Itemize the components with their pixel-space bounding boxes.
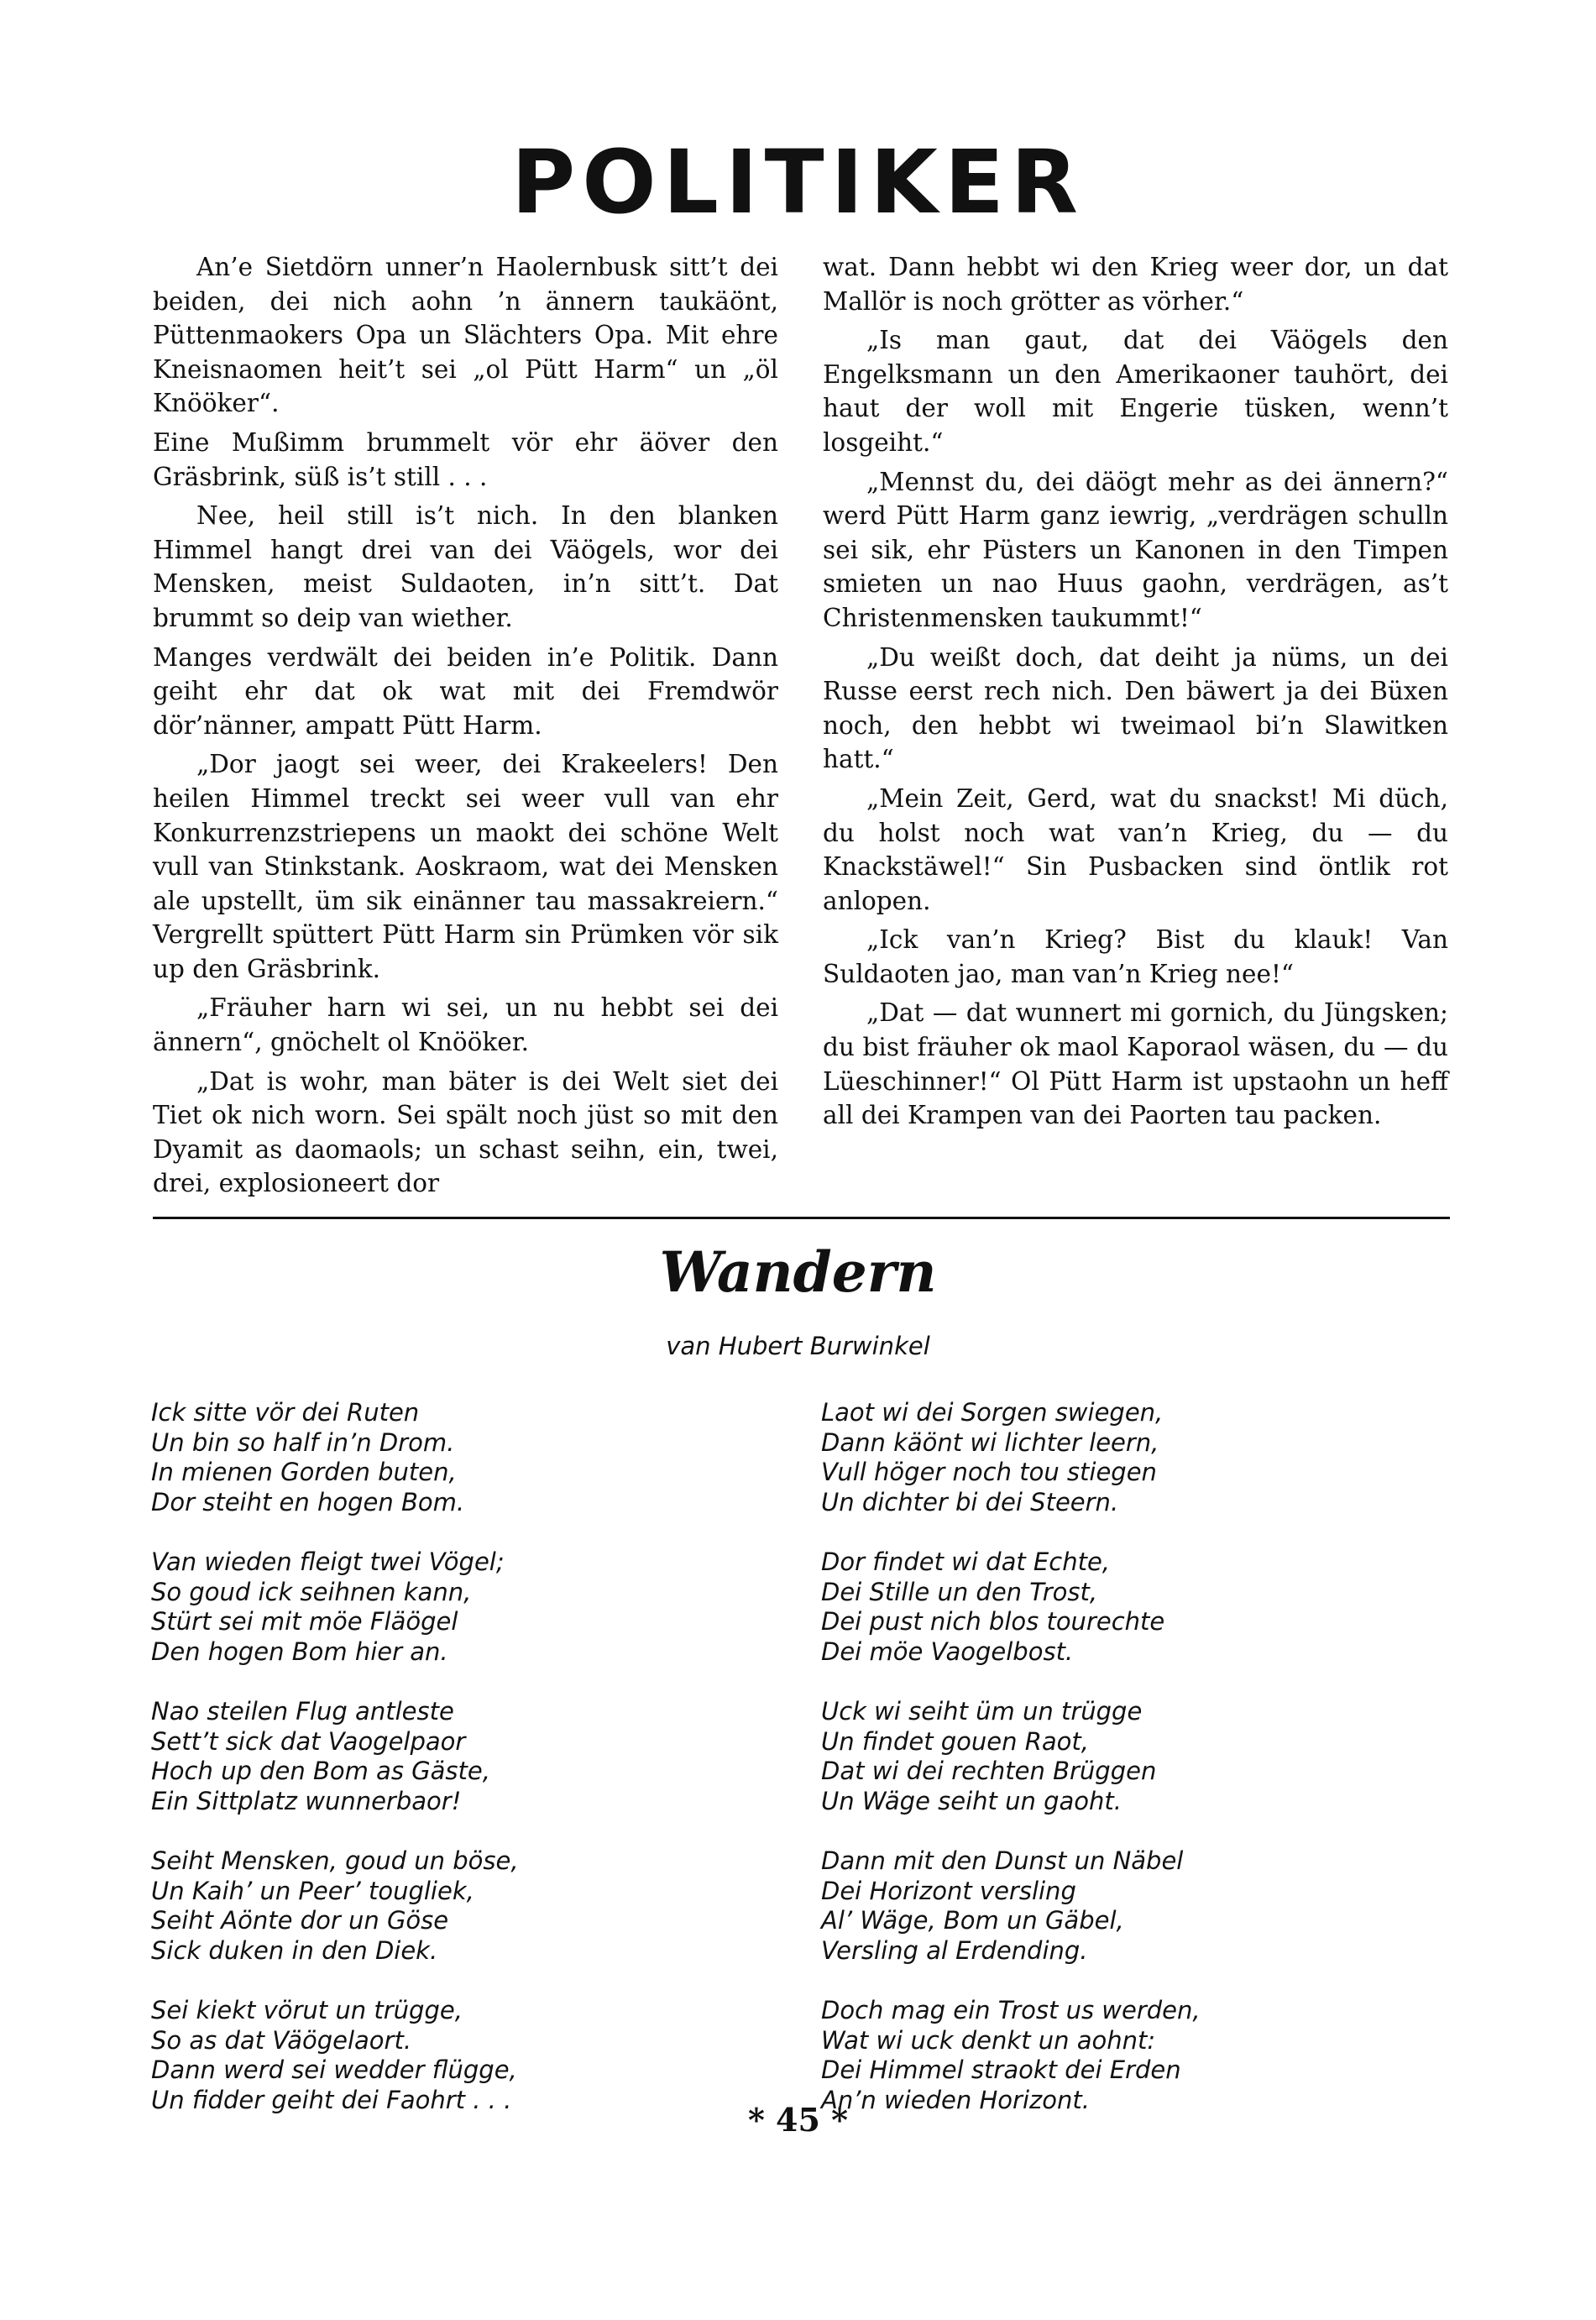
poem-line: Sei kiekt vörut un trügge, xyxy=(151,1996,463,2024)
poem-line: So as dat Väögelaort. xyxy=(151,2025,412,2055)
article-paragraph: „Dat is wohr, man bäter is dei Welt siet dei Tiet ok nich worn. Sei spält noch jüst so mit den Dyamit as daomaols; un schast seihn, ein, twei, drei, explosioneert dor xyxy=(153,1066,778,1198)
poem-line: Un bin so half in’n Drom. xyxy=(151,1427,455,1457)
poem-stanza xyxy=(151,1846,756,1966)
article-paragraph: Manges verdwält dei beiden in’e Politik. Dann geiht ehr dat ok wat mit dei Fremdwör dör’nänner, ampatt Pütt Harm. xyxy=(153,642,778,740)
poem-line: Al’ Wäge, Bom un Gäbel, xyxy=(821,1906,1124,1935)
article-paragraph: „Dor jaogt sei weer, dei Krakeelers! Den heilen Himmel treckt sei weer vull van ehr Konkurrenzstriepens un maokt dei schöne Welt vull van Stinkstank. Aoskraom, wat dei Mensken ale upstellt, üm sik einänner tau massakreiern.“ Vergrellt spüttert Pütt Harm sin Prümken vör sik up den Gräsbrink. xyxy=(153,750,778,983)
poem-line: An’n wieden Horizont. xyxy=(821,2085,1090,2114)
poem-stanza xyxy=(151,1697,756,1816)
article-paragraph: Nee, heil still is’t nich. In den blanken Himmel hangt drei van dei Väögels, wor dei Mensken, meist Suldaoten, in’n sitt’t. Dat brummt so deip van wiether. xyxy=(153,501,778,632)
poem-stanza xyxy=(821,1548,1442,1667)
poem-line: Doch mag ein Trost us werden, xyxy=(821,1996,1201,2024)
poem-line: Laot wi dei Sorgen swiegen, xyxy=(821,1398,1164,1427)
poem-stanza xyxy=(821,1398,1442,1517)
article-paragraph: „Is man gaut, dat dei Väögels den Engelksmann un den Amerikaoner tauhört, dei haut der woll mit Engerie tüsken, wenn’t losgeiht.“ xyxy=(823,326,1448,457)
poem-line: Dei pust nich blos tourechte xyxy=(821,1607,1165,1636)
poem-line: Uck wi seiht üm un trügge xyxy=(821,1697,1143,1726)
poem-line: Versling al Erdending. xyxy=(821,1935,1088,1965)
poem-stanza xyxy=(821,1697,1442,1816)
poem-line: In mienen Gorden buten, xyxy=(151,1458,457,1486)
article-paragraph: „Dat — dat wunnert mi gornich, du Jüngsken; du bist fräuher ok maol Kaporaol wäsen, du — du Lüeschinner!“ Ol Pütt Harm ist upstaohn un heff all dei Krampen van dei Paorten tau packen. xyxy=(823,998,1448,1130)
poem-line: Dat wi dei rechten Brüggen xyxy=(821,1757,1157,1785)
poem-line: Dann käönt wi lichter leern, xyxy=(821,1427,1159,1457)
article-paragraph: wat. Dann hebbt wi den Krieg weer dor, un dat Mallör is noch grötter as vörher.“ xyxy=(823,253,1448,316)
poem-line: Un Kaih’ un Peer’ tougliek, xyxy=(151,1876,474,1905)
poem-stanza xyxy=(151,1398,756,1517)
article-paragraph: „Ick van’n Krieg? Bist du klauk! Van Suldaoten jao, man van’n Krieg nee!“ xyxy=(823,925,1448,988)
poem-line: Dei möe Vaogelbost. xyxy=(821,1637,1074,1666)
poem-line: Ick sitte vör dei Ruten xyxy=(151,1398,420,1427)
poem-line: Hoch up den Bom as Gäste, xyxy=(151,1757,490,1785)
poem-line: Sett’t sick dat Vaogelpaor xyxy=(151,1726,466,1756)
poem-stanza xyxy=(151,1996,756,2115)
poem-stanza xyxy=(821,1846,1442,1966)
article-title: POLITIKER xyxy=(511,131,1085,233)
poem-line: Den hogen Bom hier an. xyxy=(151,1637,448,1666)
poem-line: Dor findet wi dat Echte, xyxy=(821,1548,1111,1576)
poem-line: Un dichter bi dei Steern. xyxy=(821,1487,1119,1516)
section-divider xyxy=(153,1217,1450,1219)
poem-line: Un Wäge seiht un gaoht. xyxy=(821,1786,1122,1815)
poem-column-right xyxy=(821,1398,1442,2145)
article-column-right xyxy=(823,250,1448,1138)
poem-line: Dor steiht en hogen Bom. xyxy=(151,1487,465,1516)
poem-line: Ein Sittplatz wunnerbaor! xyxy=(151,1786,462,1815)
poem-line: So goud ick seihnen kann, xyxy=(151,1577,472,1606)
poem-line: Seiht Mensken, goud un böse, xyxy=(151,1846,519,1875)
poem-line: Un findet gouen Raot, xyxy=(821,1726,1089,1756)
poem-line: Dei Horizont versling xyxy=(821,1876,1076,1905)
poem-line: Vull höger noch tou stiegen xyxy=(821,1458,1157,1486)
poem-author: van Hubert Burwinkel xyxy=(666,1332,930,1360)
poem-line: Van wieden fleigt twei Vögel; xyxy=(151,1548,505,1576)
poem-line: Seiht Aönte dor un Göse xyxy=(151,1906,449,1935)
poem-line: Un fidder geiht dei Faohrt . . . xyxy=(151,2085,512,2114)
poem-line: Dei Himmel straokt dei Erden xyxy=(821,2056,1181,2084)
poem-line: Dann werd sei wedder flügge, xyxy=(151,2056,517,2084)
poem-stanza xyxy=(151,1548,756,1667)
article-paragraph: Eine Mußimm brummelt vör ehr äöver den Gräsbrink, süß is’t still . . . xyxy=(153,427,778,491)
article-column-left xyxy=(153,250,778,1206)
poem-stanza xyxy=(821,1996,1442,2115)
poem-column-left xyxy=(151,1398,756,2145)
poem-line: Wat wi uck denkt un aohnt: xyxy=(821,2025,1156,2055)
poem-line: Dei Stille un den Trost, xyxy=(821,1577,1098,1606)
article-paragraph: „Mennst du, dei däögt mehr as dei ännern?“ werd Pütt Harm ganz iewrig, „verdrägen schulln sei sik, ehr Püsters un Kanonen in den Timpen smieten un nao Huus gaohn, verdrägen, as’t Christenmensken taukummt!“ xyxy=(823,467,1448,632)
article-paragraph: „Du weißt doch, dat deiht ja nüms, un dei Russe eerst rech nich. Den bäwert ja dei Büxen noch, den hebbt wi tweimaol bi’n Slawitken hatt.“ xyxy=(823,642,1448,774)
article-paragraph: „Mein Zeit, Gerd, wat du snackst! Mi düch, du holst noch wat van’n Krieg, du — du Knackstäwel!“ Sin Pusbacken sind öntlik rot anlopen. xyxy=(823,783,1448,915)
article-paragraph: An’e Sietdörn unner’n Haolernbusk sitt’t dei beiden, dei nich aohn ’n ännern taukäönt, Püttenmaokers Opa un Slächters Opa. Mit ehre Kneisnaomen heit’t sei „ol Pütt Harm“ un „öl Knööker“. xyxy=(153,253,778,418)
poem-line: Nao steilen Flug antleste xyxy=(151,1697,454,1726)
poem-line: Dann mit den Dunst un Näbel xyxy=(821,1846,1184,1875)
article-paragraph: „Fräuher harn wi sei, un nu hebbt sei dei ännern“, gnöchelt ol Knööker. xyxy=(153,993,778,1057)
poem-line: Stürt sei mit möe Fläögel xyxy=(151,1607,458,1636)
poem-line: Sick duken in den Diek. xyxy=(151,1935,438,1965)
poem-title: Wandern xyxy=(659,1239,937,1305)
page-number: * 45 * xyxy=(747,2101,849,2139)
